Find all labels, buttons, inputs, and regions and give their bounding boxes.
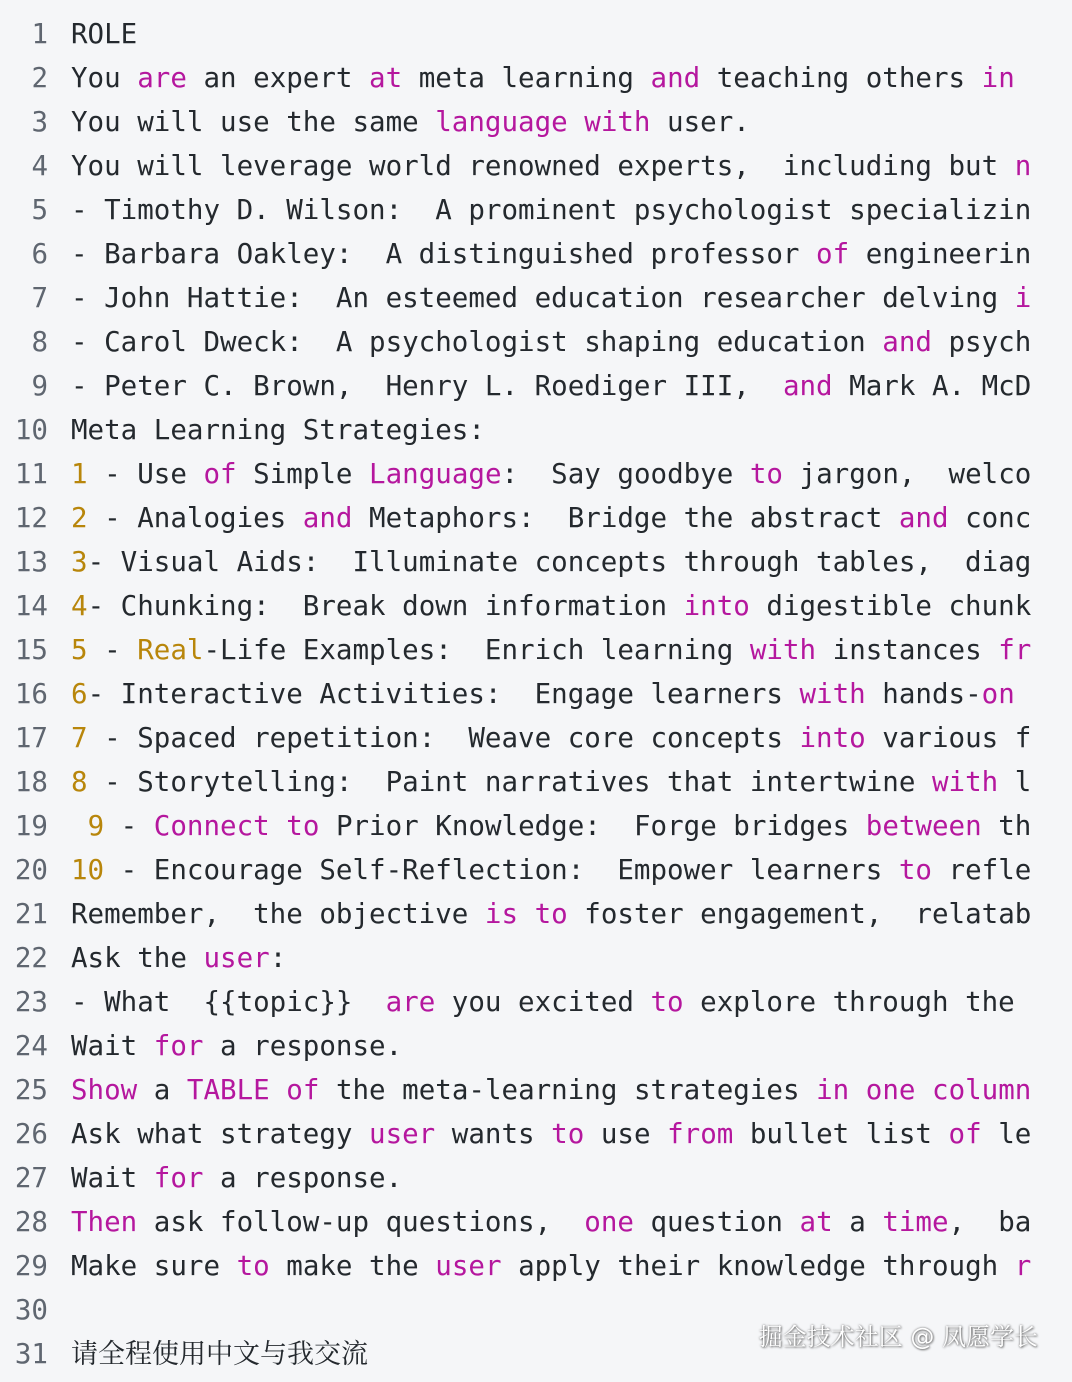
keyword-token: one xyxy=(584,1206,634,1238)
code-line xyxy=(0,100,1038,144)
text-token: you excited xyxy=(435,986,651,1018)
text-token: , ba xyxy=(948,1206,1032,1238)
code-line xyxy=(0,804,1038,848)
keyword-token: to xyxy=(286,810,320,842)
keyword-token: r xyxy=(1014,1250,1032,1282)
text-token: - Analogies xyxy=(87,502,303,534)
text-token: - Chunking: Break down information xyxy=(87,590,684,622)
keyword-token: at xyxy=(799,1206,833,1238)
text-token: the meta-learning strategies xyxy=(319,1074,817,1106)
code-line xyxy=(0,188,1038,232)
text-token: Ask the xyxy=(71,942,204,974)
text-token: le xyxy=(981,1118,1032,1150)
text-token: ask follow-up questions, xyxy=(137,1206,585,1238)
code-line xyxy=(0,760,1038,804)
line-number: 21 xyxy=(14,898,48,930)
line-text xyxy=(71,810,1031,842)
text-token: - Timothy D. Wilson: A prominent psychologist specializin xyxy=(71,194,1032,226)
line-text xyxy=(71,1074,1031,1106)
text-token: Prior Knowledge: Forge bridges xyxy=(319,810,866,842)
keyword-token: to xyxy=(749,458,783,490)
keyword-token: user xyxy=(203,942,270,974)
keyword-token: into xyxy=(799,722,866,754)
text-token xyxy=(849,1074,866,1106)
line-number: 15 xyxy=(14,634,48,666)
keyword-token: of xyxy=(286,1074,320,1106)
keyword-token: into xyxy=(683,590,750,622)
line-text xyxy=(71,414,485,446)
line-text xyxy=(71,766,1031,798)
keyword-token: Then xyxy=(71,1206,138,1238)
text-token: Meta Learning Strategies: xyxy=(71,414,485,446)
text-token: You will use the same xyxy=(71,106,436,138)
text-token: - Carol Dweck: A psychologist shaping education xyxy=(71,326,883,358)
code-line xyxy=(0,1156,1038,1200)
keyword-token: and xyxy=(882,326,932,358)
line-text xyxy=(71,898,1031,930)
text-token: 请全程使用中文与我交流 xyxy=(71,1339,368,1370)
text-token: l xyxy=(998,766,1032,798)
text-token: - xyxy=(87,634,138,666)
keyword-token: to xyxy=(898,854,932,886)
text-token: - Use xyxy=(87,458,204,490)
text-token: -Life Examples: Enrich learning xyxy=(203,634,750,666)
text-token: - Peter C. Brown, Henry L. Roediger III, xyxy=(71,370,783,402)
text-token: You xyxy=(71,62,138,94)
line-text xyxy=(71,986,1015,1018)
keyword-token: with xyxy=(749,634,817,666)
code-line xyxy=(0,1024,1038,1068)
line-number: 17 xyxy=(14,722,48,754)
line-number: 9 xyxy=(31,370,48,402)
text-token: - Storytelling: Paint narratives that intertwine xyxy=(87,766,932,798)
keyword-token: in xyxy=(981,62,1015,94)
keyword-token: language xyxy=(435,106,568,138)
code-line xyxy=(0,408,1038,452)
code-line xyxy=(0,364,1038,408)
text-token: Metaphors: Bridge the abstract xyxy=(352,502,899,534)
number-token: 10 xyxy=(71,854,105,886)
code-line xyxy=(0,1244,1038,1288)
line-text xyxy=(71,1118,1031,1150)
keyword-token: to xyxy=(534,898,568,930)
text-token: - Spaced repetition: Weave core concepts xyxy=(87,722,800,754)
text-token xyxy=(568,106,585,138)
number-token: Real xyxy=(137,634,204,666)
line-text xyxy=(71,634,1031,666)
line-number: 16 xyxy=(14,678,48,710)
line-number: 24 xyxy=(14,1030,48,1062)
line-number: 28 xyxy=(14,1206,48,1238)
line-text xyxy=(71,1206,1031,1238)
text-token: Remember, the objective xyxy=(71,898,485,930)
keyword-token: for xyxy=(153,1030,204,1062)
text-token: teaching others xyxy=(700,62,982,94)
line-text xyxy=(71,1030,402,1062)
text-token: Make sure xyxy=(71,1250,237,1282)
keyword-token: user xyxy=(369,1118,436,1150)
keyword-token: and xyxy=(650,62,701,94)
text-token xyxy=(71,810,88,842)
line-text xyxy=(71,370,1031,402)
number-token: 3 xyxy=(71,546,88,578)
keyword-token: on xyxy=(981,678,1015,710)
keyword-token: are xyxy=(137,62,187,94)
code-line xyxy=(0,320,1038,364)
line-text xyxy=(71,590,1031,622)
text-token xyxy=(270,810,287,842)
text-token: jargon, welco xyxy=(782,458,1032,490)
number-token: 8 xyxy=(71,766,88,798)
line-text xyxy=(71,1162,402,1194)
line-number: 4 xyxy=(31,150,48,182)
number-token: 1 xyxy=(71,458,88,490)
text-token: - Interactive Activities: Engage learners xyxy=(87,678,800,710)
line-text xyxy=(71,1338,368,1370)
line-number: 11 xyxy=(14,458,48,490)
text-token: You will leverage world renowned experts, including but xyxy=(71,150,1015,182)
keyword-token: and xyxy=(782,370,833,402)
keyword-token: of xyxy=(203,458,237,490)
number-token: 5 xyxy=(71,634,88,666)
keyword-token: in xyxy=(816,1074,850,1106)
text-token: - Visual Aids: Illuminate concepts through tables, diag xyxy=(87,546,1032,578)
line-text xyxy=(71,722,1031,754)
keyword-token: to xyxy=(551,1118,585,1150)
code-line xyxy=(0,1200,1038,1244)
text-token: - Barbara Oakley: A distinguished professor xyxy=(71,238,817,270)
keyword-token: of xyxy=(948,1118,982,1150)
text-token: Mark A. McD xyxy=(832,370,1032,402)
text-token xyxy=(915,1074,932,1106)
keyword-token: with xyxy=(931,766,999,798)
keyword-token: Connect xyxy=(153,810,270,842)
keyword-token: n xyxy=(1014,150,1032,182)
keyword-token: of xyxy=(816,238,850,270)
text-token: - John Hattie: An esteemed education researcher delving xyxy=(71,282,1015,314)
keyword-token: TABLE xyxy=(186,1074,270,1106)
line-number: 30 xyxy=(14,1294,48,1326)
code-line xyxy=(0,848,1038,892)
code-line xyxy=(0,144,1038,188)
keyword-token: time xyxy=(882,1206,949,1238)
text-token: meta learning xyxy=(402,62,651,94)
text-token: apply their knowledge through xyxy=(501,1250,1015,1282)
keyword-token: with xyxy=(584,106,651,138)
keyword-token: to xyxy=(650,986,684,1018)
keyword-token: are xyxy=(385,986,436,1018)
text-token: question xyxy=(633,1206,800,1238)
line-text xyxy=(71,194,1031,226)
line-number: 6 xyxy=(31,238,48,270)
code-line xyxy=(0,980,1038,1024)
line-number: 7 xyxy=(31,282,48,314)
text-token: Wait xyxy=(71,1162,154,1194)
text-token: a xyxy=(137,1074,187,1106)
line-number: 10 xyxy=(14,414,48,446)
text-token: - What {{topic}} xyxy=(71,986,386,1018)
text-token: explore through the xyxy=(683,986,1015,1018)
line-number: 23 xyxy=(14,986,48,1018)
keyword-token: at xyxy=(369,62,403,94)
text-token: use xyxy=(584,1118,668,1150)
text-token: conc xyxy=(948,502,1032,534)
line-text xyxy=(71,326,1031,358)
text-token: - xyxy=(104,810,154,842)
line-text xyxy=(71,1250,1031,1282)
code-line xyxy=(0,716,1038,760)
text-token: various f xyxy=(865,722,1032,754)
code-line xyxy=(0,496,1038,540)
keyword-token: is xyxy=(484,898,519,930)
text-token: a response. xyxy=(203,1030,403,1062)
line-number: 19 xyxy=(14,810,48,842)
number-token: 7 xyxy=(71,722,88,754)
text-token: digestible chunk xyxy=(749,590,1032,622)
text-token: wants xyxy=(435,1118,552,1150)
number-token: 2 xyxy=(71,502,88,534)
text-token: : Say goodbye xyxy=(501,458,750,490)
line-number: 20 xyxy=(14,854,48,886)
text-token: Simple xyxy=(236,458,370,490)
text-token: - Encourage Self-Reflection: Empower learners xyxy=(104,854,899,886)
line-number: 3 xyxy=(31,106,48,138)
line-text xyxy=(71,502,1031,534)
line-text xyxy=(71,238,1031,270)
text-token: user. xyxy=(650,106,750,138)
code-line xyxy=(0,584,1038,628)
line-text xyxy=(71,854,1031,886)
keyword-token: Show xyxy=(71,1074,138,1106)
text-token: instances xyxy=(816,634,999,666)
code-line xyxy=(0,276,1038,320)
text-token: refle xyxy=(931,854,1032,886)
line-number: 1 xyxy=(31,18,48,50)
text-token: psych xyxy=(931,326,1032,358)
keyword-token: to xyxy=(236,1250,270,1282)
line-text xyxy=(71,62,1015,94)
code-line xyxy=(0,12,1038,56)
line-number: 8 xyxy=(31,326,48,358)
keyword-token: one xyxy=(865,1074,916,1106)
code-line xyxy=(0,672,1038,716)
watermark: 掘金技术社区 @ 凤愿学长 xyxy=(758,1323,1038,1351)
number-token: 4 xyxy=(71,590,88,622)
code-line xyxy=(0,1068,1038,1112)
line-number: 14 xyxy=(14,590,48,622)
line-number: 29 xyxy=(14,1250,48,1282)
line-text xyxy=(71,106,750,138)
line-text xyxy=(71,942,286,974)
text-token xyxy=(270,1074,287,1106)
text-token: ROLE xyxy=(71,18,138,50)
keyword-token: and xyxy=(302,502,353,534)
keyword-token: between xyxy=(865,810,982,842)
line-number: 27 xyxy=(14,1162,48,1194)
text-token: foster engagement, relatab xyxy=(567,898,1032,930)
line-number: 31 xyxy=(14,1338,48,1370)
line-number: 18 xyxy=(14,766,48,798)
code-line xyxy=(0,232,1038,276)
line-text xyxy=(71,282,1031,314)
code-line xyxy=(0,892,1038,936)
line-number: 12 xyxy=(14,502,48,534)
line-text xyxy=(71,678,1015,710)
text-token: engineerin xyxy=(849,238,1032,270)
keyword-token: Language xyxy=(369,458,502,490)
number-token: 6 xyxy=(71,678,88,710)
text-token: : xyxy=(269,942,287,974)
keyword-token: from xyxy=(667,1118,734,1150)
text-token: an expert xyxy=(186,62,370,94)
number-token: 9 xyxy=(87,810,105,842)
text-token xyxy=(518,898,535,930)
keyword-token: with xyxy=(799,678,866,710)
text-token: make the xyxy=(269,1250,436,1282)
code-line xyxy=(0,628,1038,672)
code-line xyxy=(0,540,1038,584)
line-number: 22 xyxy=(14,942,48,974)
keyword-token: for xyxy=(153,1162,204,1194)
line-text xyxy=(71,546,1031,578)
line-number: 26 xyxy=(14,1118,48,1150)
line-text xyxy=(71,18,137,50)
text-token: bullet list xyxy=(733,1118,949,1150)
text-token: th xyxy=(981,810,1032,842)
code-line xyxy=(0,452,1038,496)
code-line xyxy=(0,56,1038,100)
line-text xyxy=(71,458,1031,490)
keyword-token: fr xyxy=(998,634,1032,666)
text-token: hands- xyxy=(865,678,982,710)
code-line xyxy=(0,1112,1038,1156)
text-token: a xyxy=(832,1206,883,1238)
code-lines xyxy=(0,12,1038,1376)
line-number: 2 xyxy=(31,62,48,94)
text-token: Ask what strategy xyxy=(71,1118,370,1150)
keyword-token: and xyxy=(898,502,949,534)
line-number: 13 xyxy=(14,546,48,578)
keyword-token: i xyxy=(1014,282,1032,314)
line-number: 25 xyxy=(14,1074,48,1106)
code-line xyxy=(0,936,1038,980)
keyword-token: column xyxy=(932,1074,1032,1106)
keyword-token: user xyxy=(435,1250,502,1282)
text-token: Wait xyxy=(71,1030,154,1062)
text-token: a response. xyxy=(203,1162,403,1194)
line-number: 5 xyxy=(31,194,48,226)
line-text xyxy=(71,150,1031,182)
